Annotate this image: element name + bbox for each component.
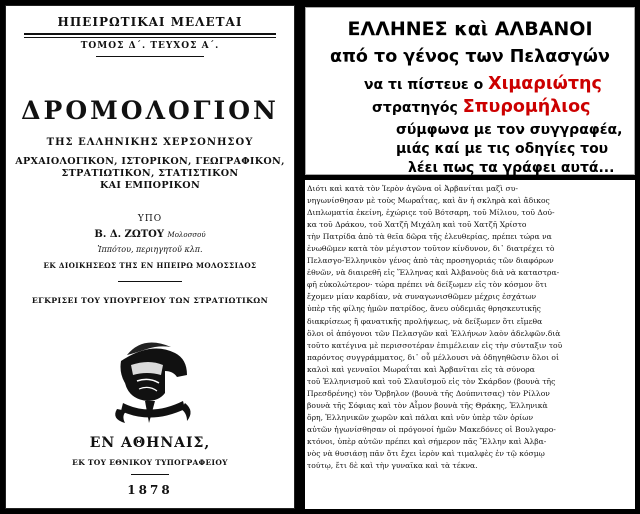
volume-rule <box>96 56 204 57</box>
excerpt-line: κτόνοι, ὑπὲρ αὐτῶν πρέπει καὶ σήμερον πᾶς Ἕλλην καὶ Ἀλβα- <box>307 436 547 446</box>
excerpt-line: παρόντος συγγράμματος, δι᾽ οὗ μέλλουσι νὰ ὁδηγηθῶσιν ὅλοι οἱ <box>307 352 559 362</box>
excerpt-line: κα τοῦ Δράκου, τοῦ Χατζῆ Μιχάλη καὶ τοῦ Χατζῆ Χρίστο <box>307 220 527 230</box>
headline-panel <box>305 7 635 175</box>
description-line: ΣΤΡΑΤΙΩΤΙΚΟΝ, ΣΤΑΤΙΣΤΙΚΟΝ <box>61 168 239 179</box>
publication-year: 1878 <box>127 483 173 497</box>
excerpt-line: ὅλοι οἱ ἀπόγονοι τῶν Πελασγῶν καὶ Ἑλλήνων λαὸν ἀδελφῶν.διὰ <box>307 328 561 338</box>
headline-line-3 <box>364 74 602 94</box>
author-origin: Μολοσσού <box>167 231 206 239</box>
headline-line-2: από το γένος των Πελασγών <box>330 47 610 67</box>
excerpt-line: νηγωνίσθησαν μὲ τοὺς Μωραΐτας, καὶ ἂν ἡ σκληρὰ καὶ ἄδικος <box>307 196 550 206</box>
headline-accent-text: Σπυρομήλιος <box>462 97 591 117</box>
excerpt-line: ὑπὲρ τῆς φίλης ἡμῶν πατρίδος, ἄνευ οὐδεμιᾶς θρησκευτικῆς <box>307 304 541 314</box>
headline-line-7: λέει πως τα γράφει αυτά... <box>408 160 615 176</box>
headline-line-1: ΕΛΛΗΝΕΣ καὶ ΑΛΒΑΝΟΙ <box>347 18 593 40</box>
top-double-rule <box>24 33 276 35</box>
description-line: ΑΡΧΑΙΟΛΟΓΙΚΟΝ, ΙΣΤΟΡΙΚΟΝ, ΓΕΩΓΡΑΦΙΚΟΝ, <box>15 156 285 167</box>
book-title-page <box>5 5 295 509</box>
excerpt-line: διακρίσεως ἢ φανατικῆς προλήψεως, νὰ δείξωμεν ὅτι εἴμεθα <box>307 316 543 326</box>
book-subtitle: ΤΗΣ ΕΛΛΗΝΙΚΗΣ ΧΕΡΣΟΝΗΣΟΥ <box>46 137 254 148</box>
excerpt-line: τοῦ Ἑλληνισμοῦ καὶ τοῦ Σλαυϊσμοῦ εἰς τὸν Σκάρδον (βουνὰ τῆς <box>307 376 556 386</box>
author-title: Ἱππότου, περιηγητοῦ κλπ. <box>97 245 203 254</box>
excerpt-line: τοῦτο κατέγινα μὲ περισσοτέραν ἐπιμέλειαν εἰς τὴν σύνταξιν τοῦ <box>307 340 563 350</box>
top-thin-rule <box>24 37 276 38</box>
excerpt-panel <box>305 180 635 509</box>
book-title: ΔΡΟΜΟΛΟΓΙΟΝ <box>21 96 279 125</box>
excerpt-line: τὴν Πατρίδα ἀπὸ τὰ θεῖα δῶρα τῆς ἐλευθερίας, πρέπει τώρα να <box>307 232 552 242</box>
excerpt-line: καλοὶ καὶ γενναῖοι Μωραΐται καὶ Ἀρβανῖται εἰς τὰ σύνορα <box>307 364 535 374</box>
printer-line: ΕΚ ΤΟΥ ΕΘΝΙΚΟΥ ΤΥΠΟΓΡΑΦΕΙΟΥ <box>72 458 228 467</box>
printer-rule <box>131 474 169 475</box>
excerpt-line: τούτῳ, ἔτι δὲ καὶ τὴν γυναῖκα καὶ τὰ τέκνα. <box>307 461 478 471</box>
excerpt-line: αὐτῶν ἠγωνίσθησαν οἱ πρόγονοί ἡμῶν Μακεδόνες οἱ Βουλγαρο- <box>307 424 556 434</box>
volume-label: ΤΟΜΟΣ Δ΄. ΤΕΥΧΟΣ Α΄. <box>80 41 220 51</box>
headline-line-5: σύμφωνα με τον συγγραφέα, <box>396 122 623 138</box>
headline-line-6: μιάς καί με τις οδηγίες του <box>396 141 609 157</box>
excerpt-line: ἑνωθῶμεν κατὰ τὸν μέγιστον τοῦτον κίνδυνον, δι᾽ διατρέχει τὸ <box>307 244 555 254</box>
publisher-line: ΕΚ ΔΙΟΙΚΗΣΕΩΣ ΤΗΣ ΕΝ ΗΠΕΙΡΩ ΜΟΛΟΣΣΙΔΟΣ <box>43 261 257 270</box>
author-line <box>6 229 294 240</box>
publisher-rule <box>118 281 182 282</box>
helmet-emblem-icon <box>101 331 201 431</box>
excerpt-line: ἔχομεν μίαν καρδίαν, νὰ συναγωνισθῶμεν μέχρις ἐσχάτων <box>307 292 537 302</box>
excerpt-line: Πελασγο-Ἑλληνικὸν γένος ἀπὸ τὰς προσηγοριάς τῶν διαφόρων <box>307 256 554 266</box>
headline-text: να τι πίστευε ο <box>364 77 489 93</box>
excerpt-line: Πρεσδρένης) τὸν Ὄρβηλον (βουνὰ τῆς Δούπνιτσας) τὸν Ρίλλον <box>307 388 550 398</box>
author-name: Β. Δ. ΖΩΤΟΥ <box>94 229 165 240</box>
by-label: ΥΠΟ <box>137 214 163 224</box>
excerpt-line: ὄρη, Ἑλληνικῶν χωρῶν καὶ πάλαι καὶ νῦν ὑπὲρ τῶν ὁρίων <box>307 412 534 422</box>
excerpt-line: νὸς νὰ θυσιάσῃ πᾶν ὅτι ἔχει ἱερὸν καὶ τιμαλφὲς ἐν τῷ κόσμῳ <box>307 449 545 459</box>
headline-line-4 <box>372 97 591 117</box>
description-line: ΚΑΙ ΕΜΠΟΡΙΚΟΝ <box>99 180 201 191</box>
excerpt-line: βουνὰ τῆς Σόφιας καὶ τὸν Αἷμον βουνὰ τῆς Θράκης, Ἑλληνικὰ <box>307 400 548 410</box>
headline-text: στρατηγός <box>372 100 463 116</box>
headline-accent-text: Χιμαριώτης <box>488 74 602 94</box>
publication-city: ΕΝ ΑΘΗΝΑΙΣ, <box>89 435 211 451</box>
excerpt-line: φῆ εὐκολώτερον· τώρα πρέπει νὰ δείξωμεν εἰς τὸν κόσμον ὅτι <box>307 280 547 290</box>
book-description <box>6 156 294 192</box>
excerpt-line: Διπλωματία ἐκείνη, ἐχώριςε τοῦ Βότσαρη, τοῦ Μίλιου, τοῦ Δού- <box>307 208 555 218</box>
series-title: ΗΠΕΙΡΩΤΙΚΑΙ ΜΕΛΕΤΑΙ <box>57 15 243 29</box>
excerpt-line: ἐθνῶν, νὰ διαιρεθῆ εἰς Ἕλληνας καὶ Ἀλβανοὺς διὰ νὰ καταστρα- <box>307 268 560 278</box>
excerpt-line: Διότι καὶ κατὰ τὸν Ἱερὸν ἀγῶνα οἱ Ἀρβανίται μαζὶ συ- <box>307 184 518 193</box>
approval-line: ΕΓΚΡΙΣΕΙ ΤΟΥ ΥΠΟΥΡΓΕΙΟΥ ΤΩΝ ΣΤΡΑΤΙΩΤΙΚΩΝ <box>31 296 269 305</box>
